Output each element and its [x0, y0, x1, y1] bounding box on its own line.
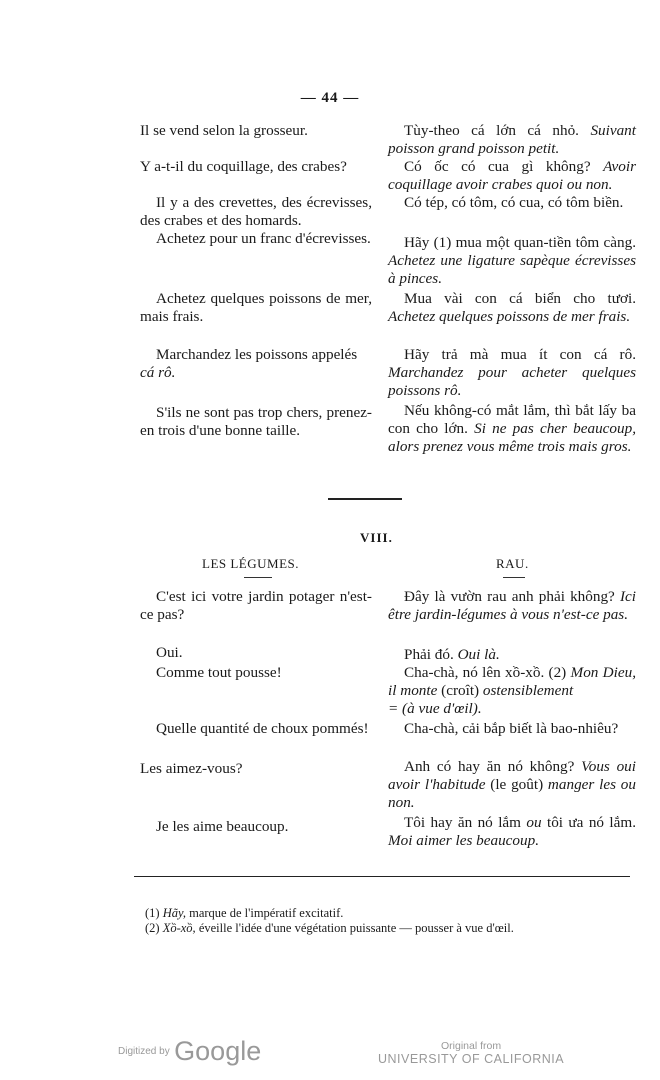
university-label: UNIVERSITY OF CALIFORNIA	[378, 1052, 565, 1066]
sec-vn-line-5-text: Anh có hay ăn nó không?	[404, 758, 582, 775]
vn-line-2-italic: Avoir coquillage avoir crabes quoi ou non.	[388, 158, 636, 193]
sec-vn-line-2-italic: Oui là.	[457, 646, 500, 663]
fr-line-6-text: Marchandez les poissons appelés	[156, 346, 358, 363]
vn-line-7-italic: Si ne pas cher beaucoup, alors prenez vous même trois mais gros.	[388, 420, 636, 455]
vn-line-1-italic: Suivant poisson grand poisson petit.	[388, 122, 636, 157]
vn-line-5-italic: Achetez quelques poissons de mer frais.	[388, 308, 631, 325]
sec-vn-line-3-italic-b: ostensiblement	[479, 682, 574, 699]
sec-vn-line-3-paren: (croît)	[441, 682, 480, 699]
sec-vn-line-6-italic-b: Moi aimer les beaucoup.	[388, 832, 539, 849]
fr-heading: LES LÉGUMES.	[202, 556, 299, 571]
footnote-1-mark: (1)	[145, 906, 160, 920]
sec-vn-line-3-text: Cha-chà, nó lên xồ-xồ. (2)	[404, 664, 571, 681]
sec-vn-line-5	[388, 758, 636, 812]
sec-vn-line-3-italic-c: = (à vue d'œil).	[388, 700, 482, 717]
footnote-1-term: Hãy,	[162, 906, 186, 920]
vn-line-2	[388, 158, 636, 194]
vn-heading: RAU.	[496, 556, 529, 571]
footnote-2	[145, 921, 645, 936]
fr-line-5: Achetez quelques poissons de mer, mais frais.	[140, 290, 372, 325]
sec-vn-line-4	[388, 720, 636, 738]
sec-vn-line-6	[388, 814, 636, 850]
sec-vn-line-2	[388, 646, 636, 664]
vn-line-6-text: Hãy trả mà mua ít con cá rô.	[404, 346, 636, 363]
page-number: — 44 —	[300, 90, 360, 106]
vn-line-5-text: Mua vài con cá biển cho tươi.	[404, 290, 636, 307]
vn-line-3-text: Có tép, có tôm, có cua, có tôm biền.	[404, 194, 624, 211]
section-divider	[328, 498, 402, 500]
fr-line-7: S'ils ne sont pas trop chers, prenez-en trois d'une bonne taille.	[140, 404, 372, 439]
vn-line-4-text: Hãy (1) mua một quan-tiền tôm càng.	[404, 234, 636, 251]
vn-line-1	[388, 122, 636, 158]
sec-vn-line-3	[388, 664, 636, 718]
sec-vn-line-1-italic: Ici être jardin-légumes à vous n'est-ce pas.	[388, 588, 636, 623]
vn-line-7-text: Nếu không-có mắt lắm, thì bắt lấy ba con cho lớn.	[388, 402, 636, 437]
vn-line-5	[388, 290, 636, 326]
vn-line-7	[388, 402, 636, 456]
sec-vn-line-1	[388, 588, 636, 624]
sec-vn-line-3-italic-a: Mon Dieu, il monte	[388, 664, 636, 699]
vn-line-6-italic: Marchandez pour acheter quelques poissons rô.	[388, 364, 636, 399]
sec-vn-line-6-text-b: tôi ưa nó lắm.	[541, 814, 636, 831]
sec-vn-line-6-text-a: Tôi hay ăn nó lắm	[404, 814, 527, 831]
sec-fr-line-5: Les aimez-vous?	[140, 760, 243, 777]
sec-vn-line-5-italic-a: Vous oui avoir l'habitude	[388, 758, 636, 793]
fr-line-6	[140, 346, 372, 382]
vn-line-3	[388, 194, 636, 212]
digitized-by-label: Digitized by	[118, 1046, 170, 1057]
vn-line-4-italic: Achetez une ligature sapèque écrevisses à pinces.	[388, 252, 636, 287]
sec-vn-line-4-text: Cha-chà, cải bắp biết là bao-nhiêu?	[404, 720, 619, 737]
sec-vn-line-5-italic-b: manger les ou non.	[388, 776, 636, 811]
vn-line-6	[388, 346, 636, 400]
digitized-by-google	[118, 1036, 261, 1067]
footnote-2-mark: (2)	[145, 921, 160, 935]
fr-line-3: Il y a des crevettes, des écrevisses, des crabes et des homards.	[140, 194, 372, 229]
fr-line-2: Y a-t-il du coquillage, des crabes?	[140, 158, 347, 175]
fr-line-4: Achetez pour un franc d'écrevisses.	[156, 230, 371, 247]
sec-vn-line-5-paren: (le goût)	[490, 776, 544, 793]
vn-line-2-text: Có ốc có cua gì không?	[404, 158, 604, 175]
fr-line-1: Il se vend selon la grosseur.	[140, 122, 308, 139]
vn-heading-rule	[503, 577, 525, 578]
footnote-rule	[134, 876, 630, 877]
footnote-2-term: Xồ-xồ,	[162, 921, 196, 935]
sec-vn-line-6-italic-a: ou	[526, 814, 542, 831]
footnote-1	[145, 906, 645, 921]
original-from-label: Original from	[441, 1040, 502, 1052]
google-logo: Google	[174, 1036, 262, 1066]
sec-fr-line-1: C'est ici votre jardin potager n'est-ce pas?	[140, 588, 372, 623]
original-from	[378, 1040, 564, 1066]
sec-fr-line-2: Oui.	[156, 644, 183, 661]
fr-line-6-italic: cá rô.	[140, 364, 176, 381]
sec-vn-line-2-text: Phải đó.	[404, 646, 458, 663]
sec-fr-line-3: Comme tout pousse!	[156, 664, 282, 681]
sec-vn-line-1-text: Đây là vườn rau anh phải không?	[404, 588, 620, 605]
vn-line-4	[388, 234, 636, 288]
sec-fr-line-4: Quelle quantité de choux pommés!	[156, 720, 369, 737]
footnote-2-text: éveille l'idée d'une végétation puissante — pousser à vue d'œil.	[195, 921, 514, 935]
section-number: VIII.	[360, 530, 393, 545]
footnote-1-text: marque de l'impératif excitatif.	[185, 906, 344, 920]
fr-heading-rule	[244, 577, 272, 578]
vn-line-1-text: Tùy-theo cá lớn cá nhỏ.	[404, 122, 591, 139]
sec-fr-line-6: Je les aime beaucoup.	[156, 818, 289, 835]
